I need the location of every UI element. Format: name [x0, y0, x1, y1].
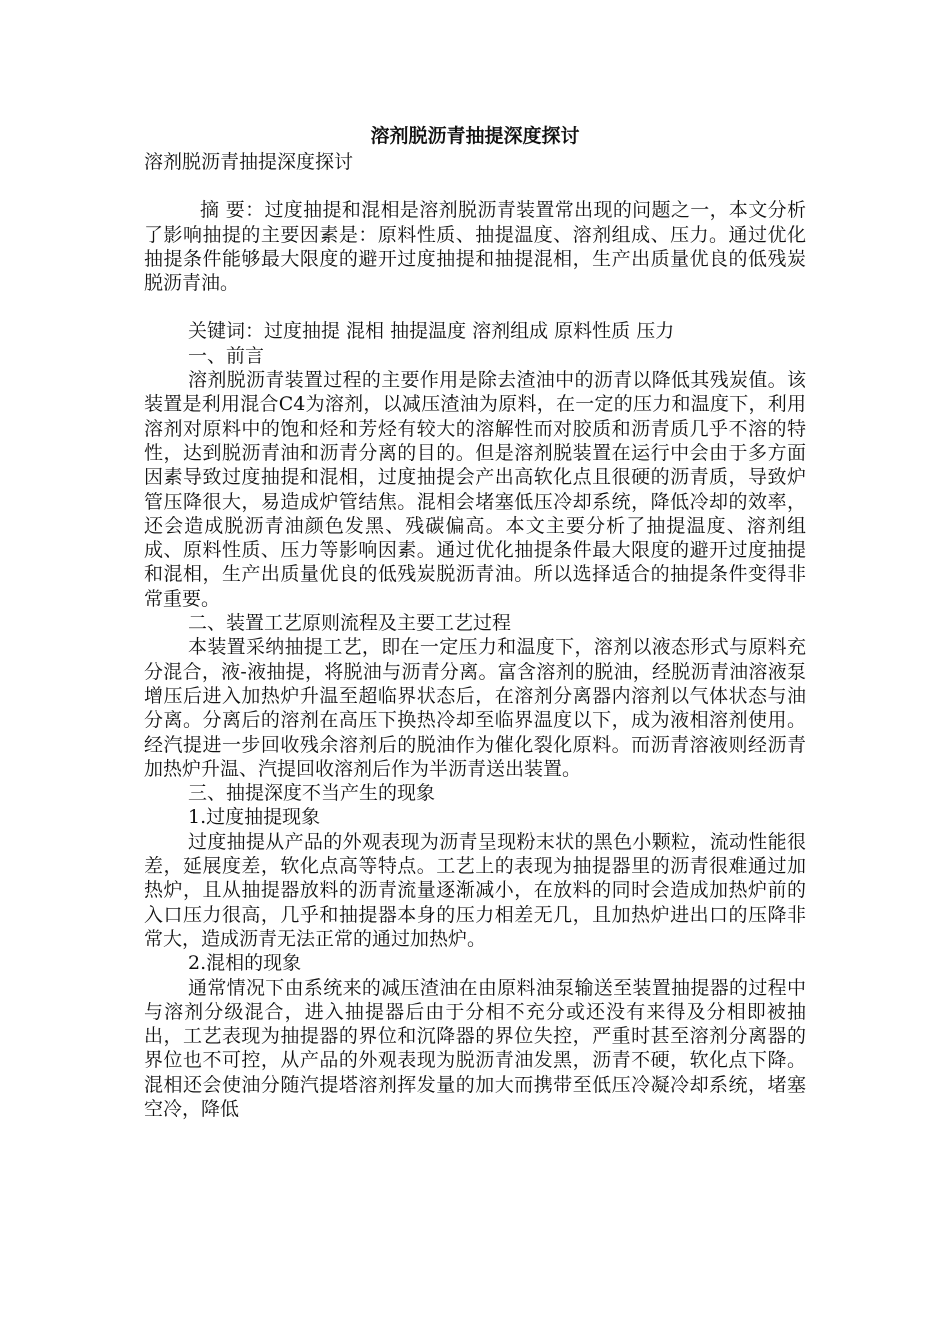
- section-heading-intro: 一、前言: [188, 344, 265, 367]
- document-subtitle: 溶剂脱沥青抽提深度探讨: [144, 151, 354, 173]
- subsection-heading-mixed-phase: 2.混相的现象: [188, 952, 302, 975]
- section-heading-phenomena: 三、抽提深度不当产生的现象: [188, 782, 436, 805]
- body-paragraph: 过度抽提从产品的外观表现为沥青呈现粉末状的黑色小颗粒，流动性能很差，延展度差，软化点高等特点。工艺上的表现为抽提器里的沥青很难通过加热炉，且从抽提器放料的沥青流量逐渐减小，在放料的同时会造成加热炉前的入口压力很高，几乎和抽提器本身的压力相差无几，且加热炉进出口的压降非常大，造成沥青无法正常的通过加热炉。: [144, 830, 806, 950]
- abstract-paragraph: 摘 要：过度抽提和混相是溶剂脱沥青装置常出现的问题之一，本文分析了影响抽提的主要因素是：原料性质、抽提温度、溶剂组成、压力。通过优化抽提条件能够最大限度的避开过度抽提和抽提混相，生产出质量优良的低残炭脱沥青油。: [144, 199, 806, 295]
- document-title: 溶剂脱沥青抽提深度探讨: [370, 125, 580, 147]
- body-paragraph: 本装置采纳抽提工艺，即在一定压力和温度下，溶剂以液态形式与原料充分混合，液-液抽提，将脱油与沥青分离。富含溶剂的脱油，经脱沥青油溶液泵增压后进入加热炉升温至超临界状态后，在溶剂分离器内溶剂以气体状态与油分离。分离后的溶剂在高压下换热冷却至临界温度以下，成为液相溶剂使用。经汽提进一步回收残余溶剂后的脱油作为催化裂化原料。而沥青溶液则经沥青加热炉升温、汽提回收溶剂后作为半沥青送出装置。: [144, 636, 806, 780]
- body-paragraph: 通常情况下由系统来的减压渣油在由原料油泵输送至装置抽提器的过程中与溶剂分级混合，进入抽提器后由于分相不充分或还没有来得及分相即被抽出，工艺表现为抽提器的界位和沉降器的界位失控，严重时甚至溶剂分离器的界位也不可控，从产品的外观表现为脱沥青油发黑，沥青不硬，软化点下降。混相还会使油分随汽提塔溶剂挥发量的加大而携带至低压冷凝冷却系统，堵塞空冷，降低: [144, 976, 806, 1120]
- subsection-heading-over-extraction: 1.过度抽提现象: [188, 806, 321, 829]
- document-page: [144, 122, 806, 1121]
- section-heading-process: 二、装置工艺原则流程及主要工艺过程: [188, 612, 512, 635]
- keywords-line: 关键词：过度抽提 混相 抽提温度 溶剂组成 原料性质 压力: [188, 320, 675, 343]
- body-paragraph: 溶剂脱沥青装置过程的主要作用是除去渣油中的沥青以降低其残炭值。该装置是利用混合C4为溶剂，以减压渣油为原料，在一定的压力和温度下，利用溶剂对原料中的饱和烃和芳烃有较大的溶解性而对胶质和沥青质几乎不溶的特性，达到脱沥青油和沥青分离的目的。但是溶剂脱装置在运行中会由于多方面因素导致过度抽提和混相，过度抽提会产出高软化点且很硬的沥青质，导致炉管压降很大，易造成炉管结焦。混相会堵塞低压冷却系统，降低冷却的效率，还会造成脱沥青油颜色发黑、残碳偏高。本文主要分析了抽提温度、溶剂组成、原料性质、压力等影响因素。通过优化抽提条件最大限度的避开过度抽提和混相，生产出质量优良的低残炭脱沥青油。所以选择适合的抽提条件变得非常重要。: [144, 369, 806, 610]
